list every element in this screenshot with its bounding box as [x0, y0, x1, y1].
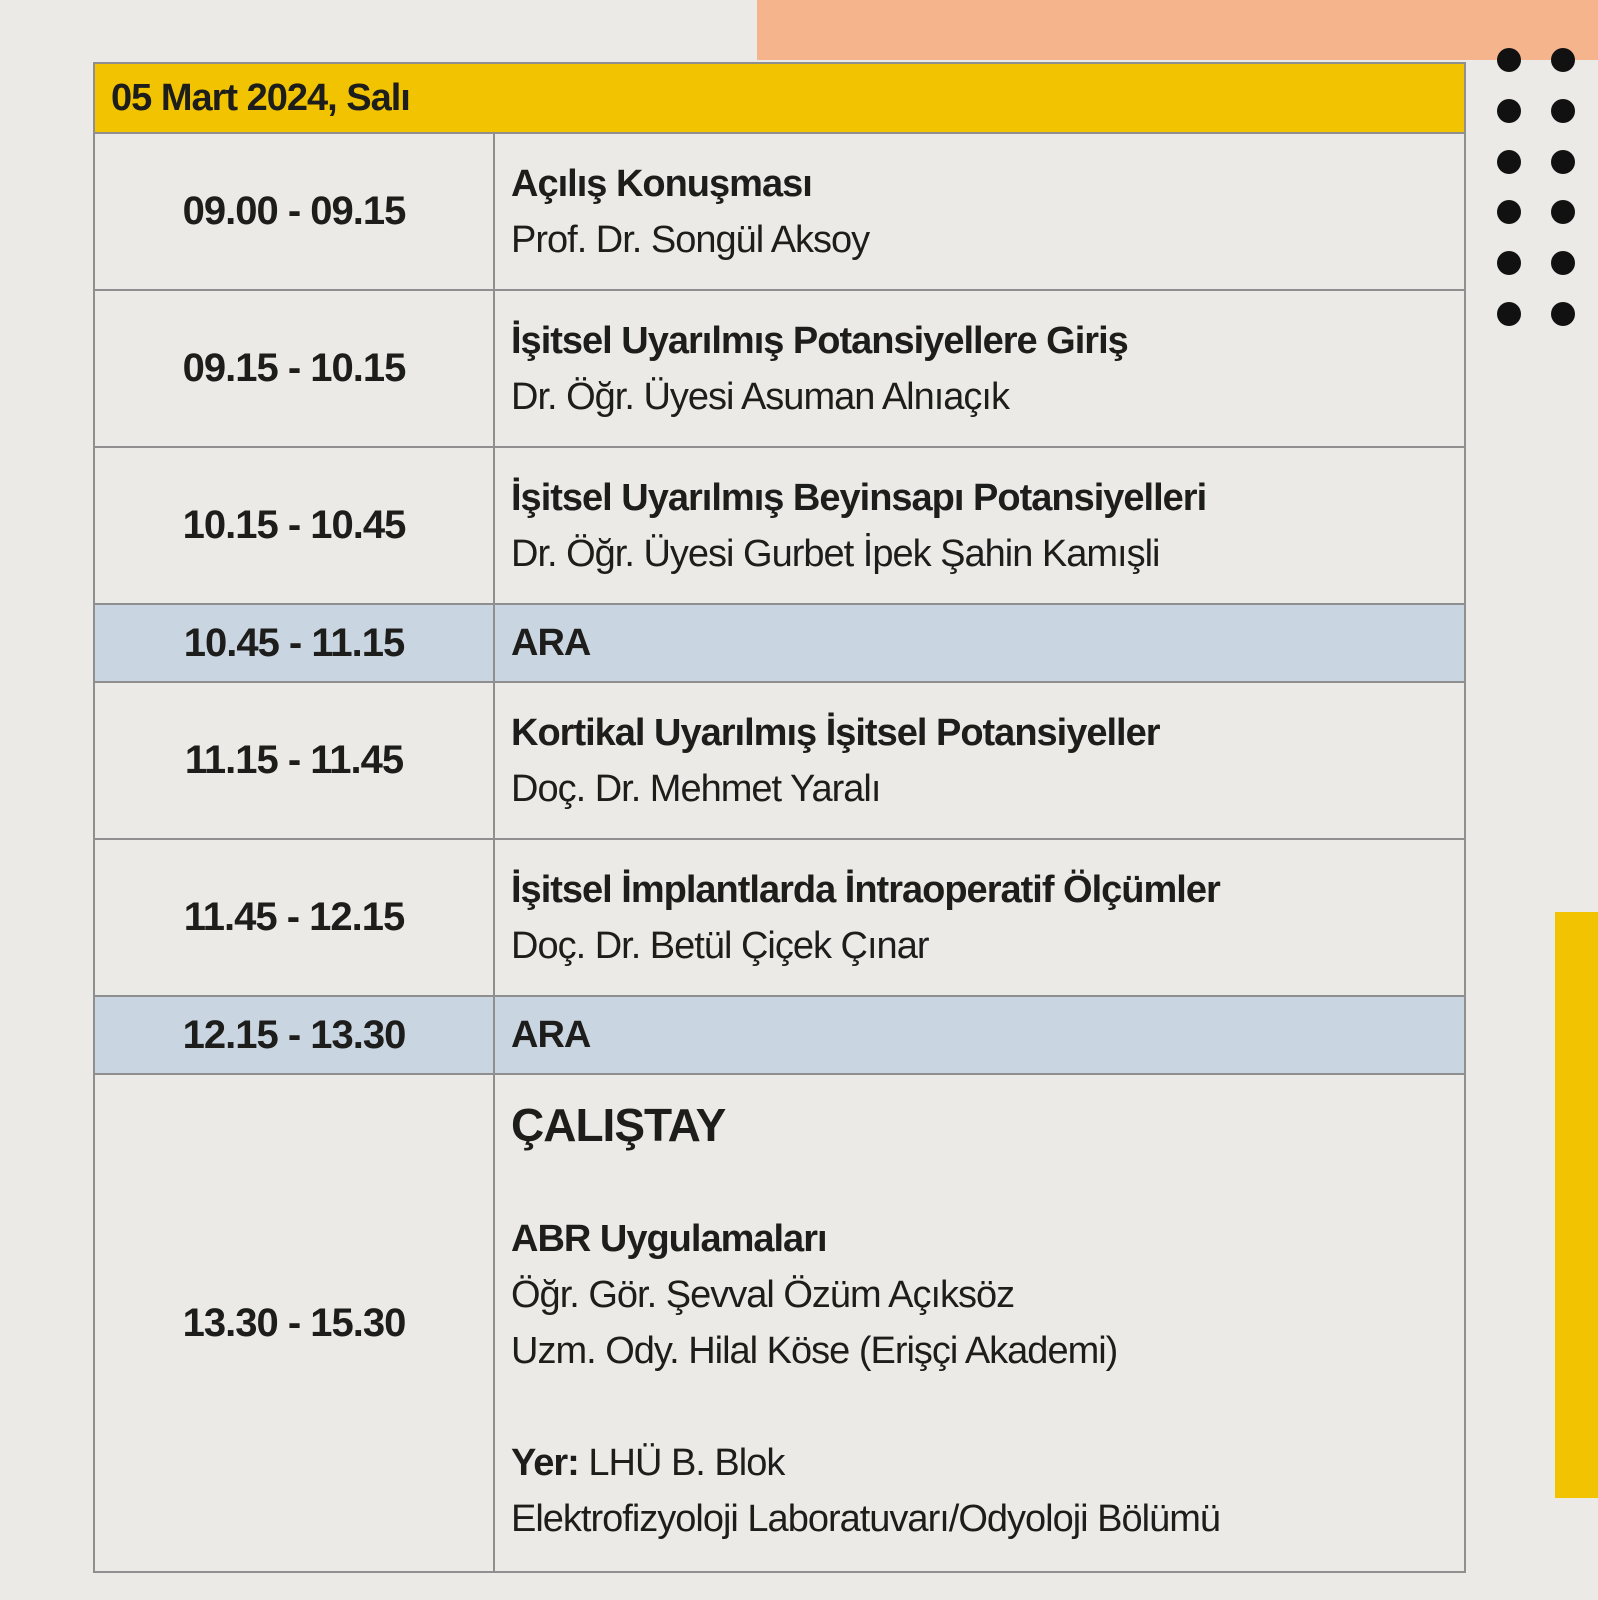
session-content — [495, 448, 1464, 603]
break-row — [95, 605, 1464, 683]
session-time: 09.15 - 10.15 — [95, 291, 495, 446]
session-row — [95, 840, 1464, 997]
workshop-speaker: Uzm. Ody. Hilal Köse (Erişçi Akademi) — [511, 1330, 1118, 1372]
session-title: İşitsel İmplantlarda İntraoperatif Ölçümler — [511, 868, 1220, 911]
session-time: 10.15 - 10.45 — [95, 448, 495, 603]
session-title: İşitsel Uyarılmış Potansiyellere Giriş — [511, 319, 1128, 362]
location-value: LHÜ B. Blok — [578, 1442, 785, 1484]
workshop-speaker: Öğr. Gör. Şevval Özüm Açıksöz — [511, 1274, 1015, 1316]
workshop-title: ABR Uygulamaları — [511, 1218, 827, 1260]
session-speaker: Doç. Dr. Mehmet Yaralı — [511, 767, 881, 810]
session-speaker: Dr. Öğr. Üyesi Gurbet İpek Şahin Kamışli — [511, 532, 1160, 575]
session-speaker: Prof. Dr. Songül Aksoy — [511, 218, 870, 261]
session-row — [95, 683, 1464, 840]
decorative-dot — [1497, 251, 1521, 275]
decorative-dot — [1551, 48, 1575, 72]
decorative-orange-band — [757, 0, 1598, 60]
break-content — [495, 605, 1464, 681]
workshop-heading: ÇALIŞTAY — [511, 1099, 726, 1151]
session-row — [95, 134, 1464, 291]
decorative-dot — [1551, 99, 1575, 123]
decorative-dot — [1497, 200, 1521, 224]
session-title: Kortikal Uyarılmış İşitsel Potansiyeller — [511, 711, 1160, 754]
session-time: 11.15 - 11.45 — [95, 683, 495, 838]
workshop-row — [95, 1075, 1464, 1571]
session-content — [495, 291, 1464, 446]
break-label: ARA — [511, 622, 591, 664]
session-content — [495, 683, 1464, 838]
session-speaker: Dr. Öğr. Üyesi Asuman Alnıaçık — [511, 375, 1009, 418]
session-row — [95, 448, 1464, 605]
decorative-dot — [1497, 150, 1521, 174]
decorative-dot — [1497, 99, 1521, 123]
session-time: 11.45 - 12.15 — [95, 840, 495, 995]
break-time: 10.45 - 11.15 — [95, 605, 495, 681]
break-content — [495, 997, 1464, 1073]
decorative-dot — [1551, 200, 1575, 224]
decorative-dot — [1551, 302, 1575, 326]
break-time: 12.15 - 13.30 — [95, 997, 495, 1073]
session-title: İşitsel Uyarılmış Beyinsapı Potansiyelleri — [511, 476, 1207, 519]
location-label: Yer: — [511, 1442, 579, 1484]
schedule-table — [93, 62, 1466, 1573]
decorative-dot — [1497, 302, 1521, 326]
workshop-location-detail: Elektrofizyoloji Laboratuvarı/Odyoloji Bölümü — [511, 1498, 1221, 1540]
session-time: 09.00 - 09.15 — [95, 134, 495, 289]
decorative-dot — [1551, 150, 1575, 174]
workshop-time: 13.30 - 15.30 — [95, 1075, 495, 1571]
workshop-location — [511, 1435, 1448, 1491]
date-header: 05 Mart 2024, Salı — [95, 64, 1464, 134]
session-content — [495, 840, 1464, 995]
session-speaker: Doç. Dr. Betül Çiçek Çınar — [511, 924, 929, 967]
decorative-dot — [1551, 251, 1575, 275]
break-row — [95, 997, 1464, 1075]
break-label: ARA — [511, 1014, 591, 1056]
session-content — [495, 134, 1464, 289]
decorative-yellow-band — [1555, 912, 1598, 1498]
session-row — [95, 291, 1464, 448]
workshop-content — [495, 1075, 1464, 1571]
session-title: Açılış Konuşması — [511, 162, 812, 205]
decorative-dot — [1497, 48, 1521, 72]
